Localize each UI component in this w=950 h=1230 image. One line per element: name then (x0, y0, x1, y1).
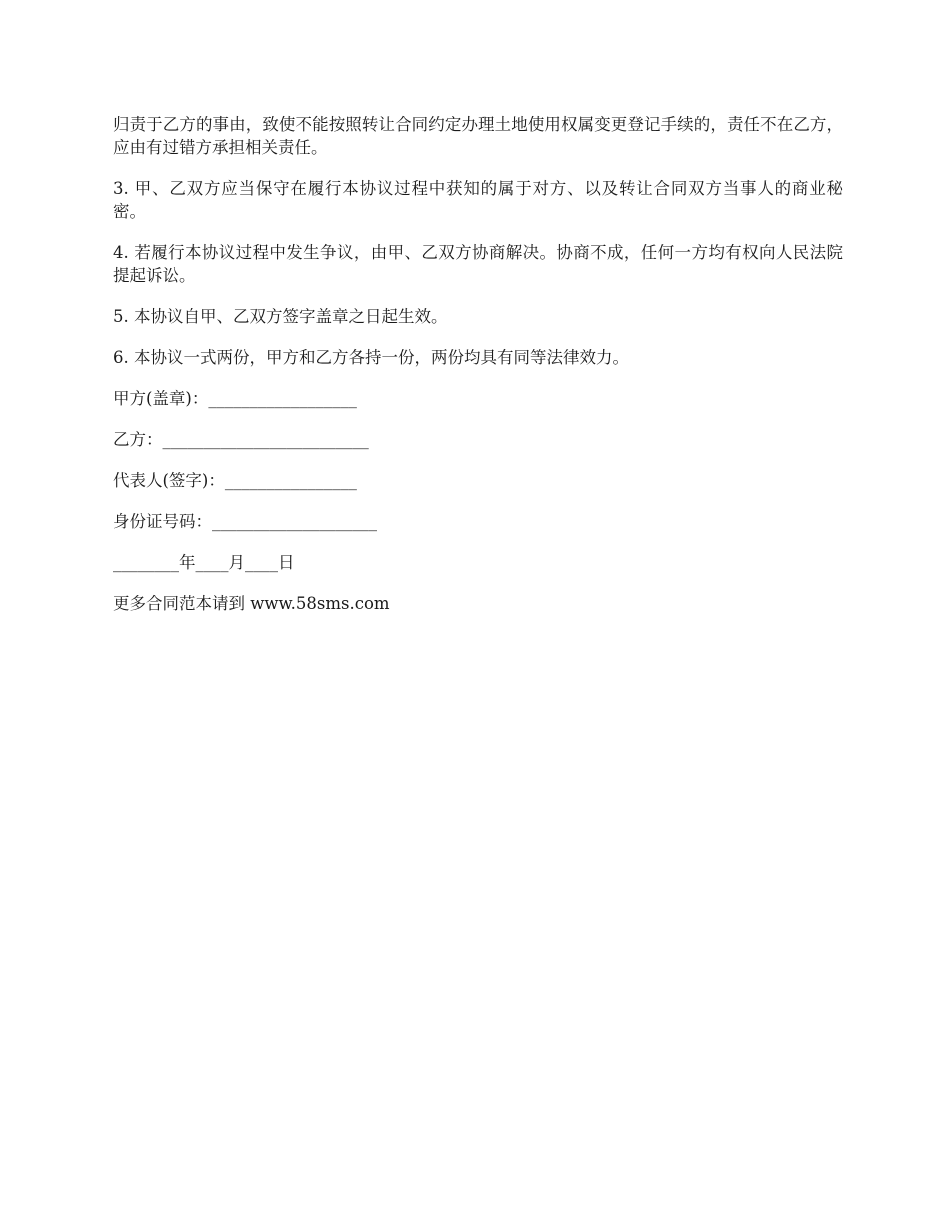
paragraph-effective-date: 5. 本协议自甲、乙双方签字盖章之日起生效。 (113, 307, 448, 326)
party-a-signature-line: 甲方(盖章)：__________________ (113, 389, 357, 408)
paragraph-copies: 6. 本协议一式两份，甲方和乙方各持一份，两份均具有同等法律效力。 (113, 348, 629, 367)
representative-signature-line: 代表人(签字)：________________ (113, 471, 357, 490)
date-line: ________年____月____日 (113, 553, 295, 572)
paragraph-liability: 归责于乙方的事由，致使不能按照转让合同约定办理土地使用权属变更登记手续的，责任不在乙方，应由有过错方承担相关责任。 (113, 115, 843, 157)
paragraph-confidentiality: 3. 甲、乙双方应当保守在履行本协议过程中获知的属于对方、以及转让合同双方当事人的商业秘密。 (113, 179, 843, 221)
footer-note: 更多合同范本请到 www.58sms.com (113, 594, 390, 613)
party-b-signature-line: 乙方：_________________________ (113, 430, 369, 449)
paragraph-dispute-resolution: 4. 若履行本协议过程中发生争议，由甲、乙双方协商解决。协商不成，任何一方均有权向人民法院提起诉讼。 (113, 243, 843, 285)
contract-page (113, 113, 843, 615)
id-number-line: 身份证号码：____________________ (113, 512, 377, 531)
